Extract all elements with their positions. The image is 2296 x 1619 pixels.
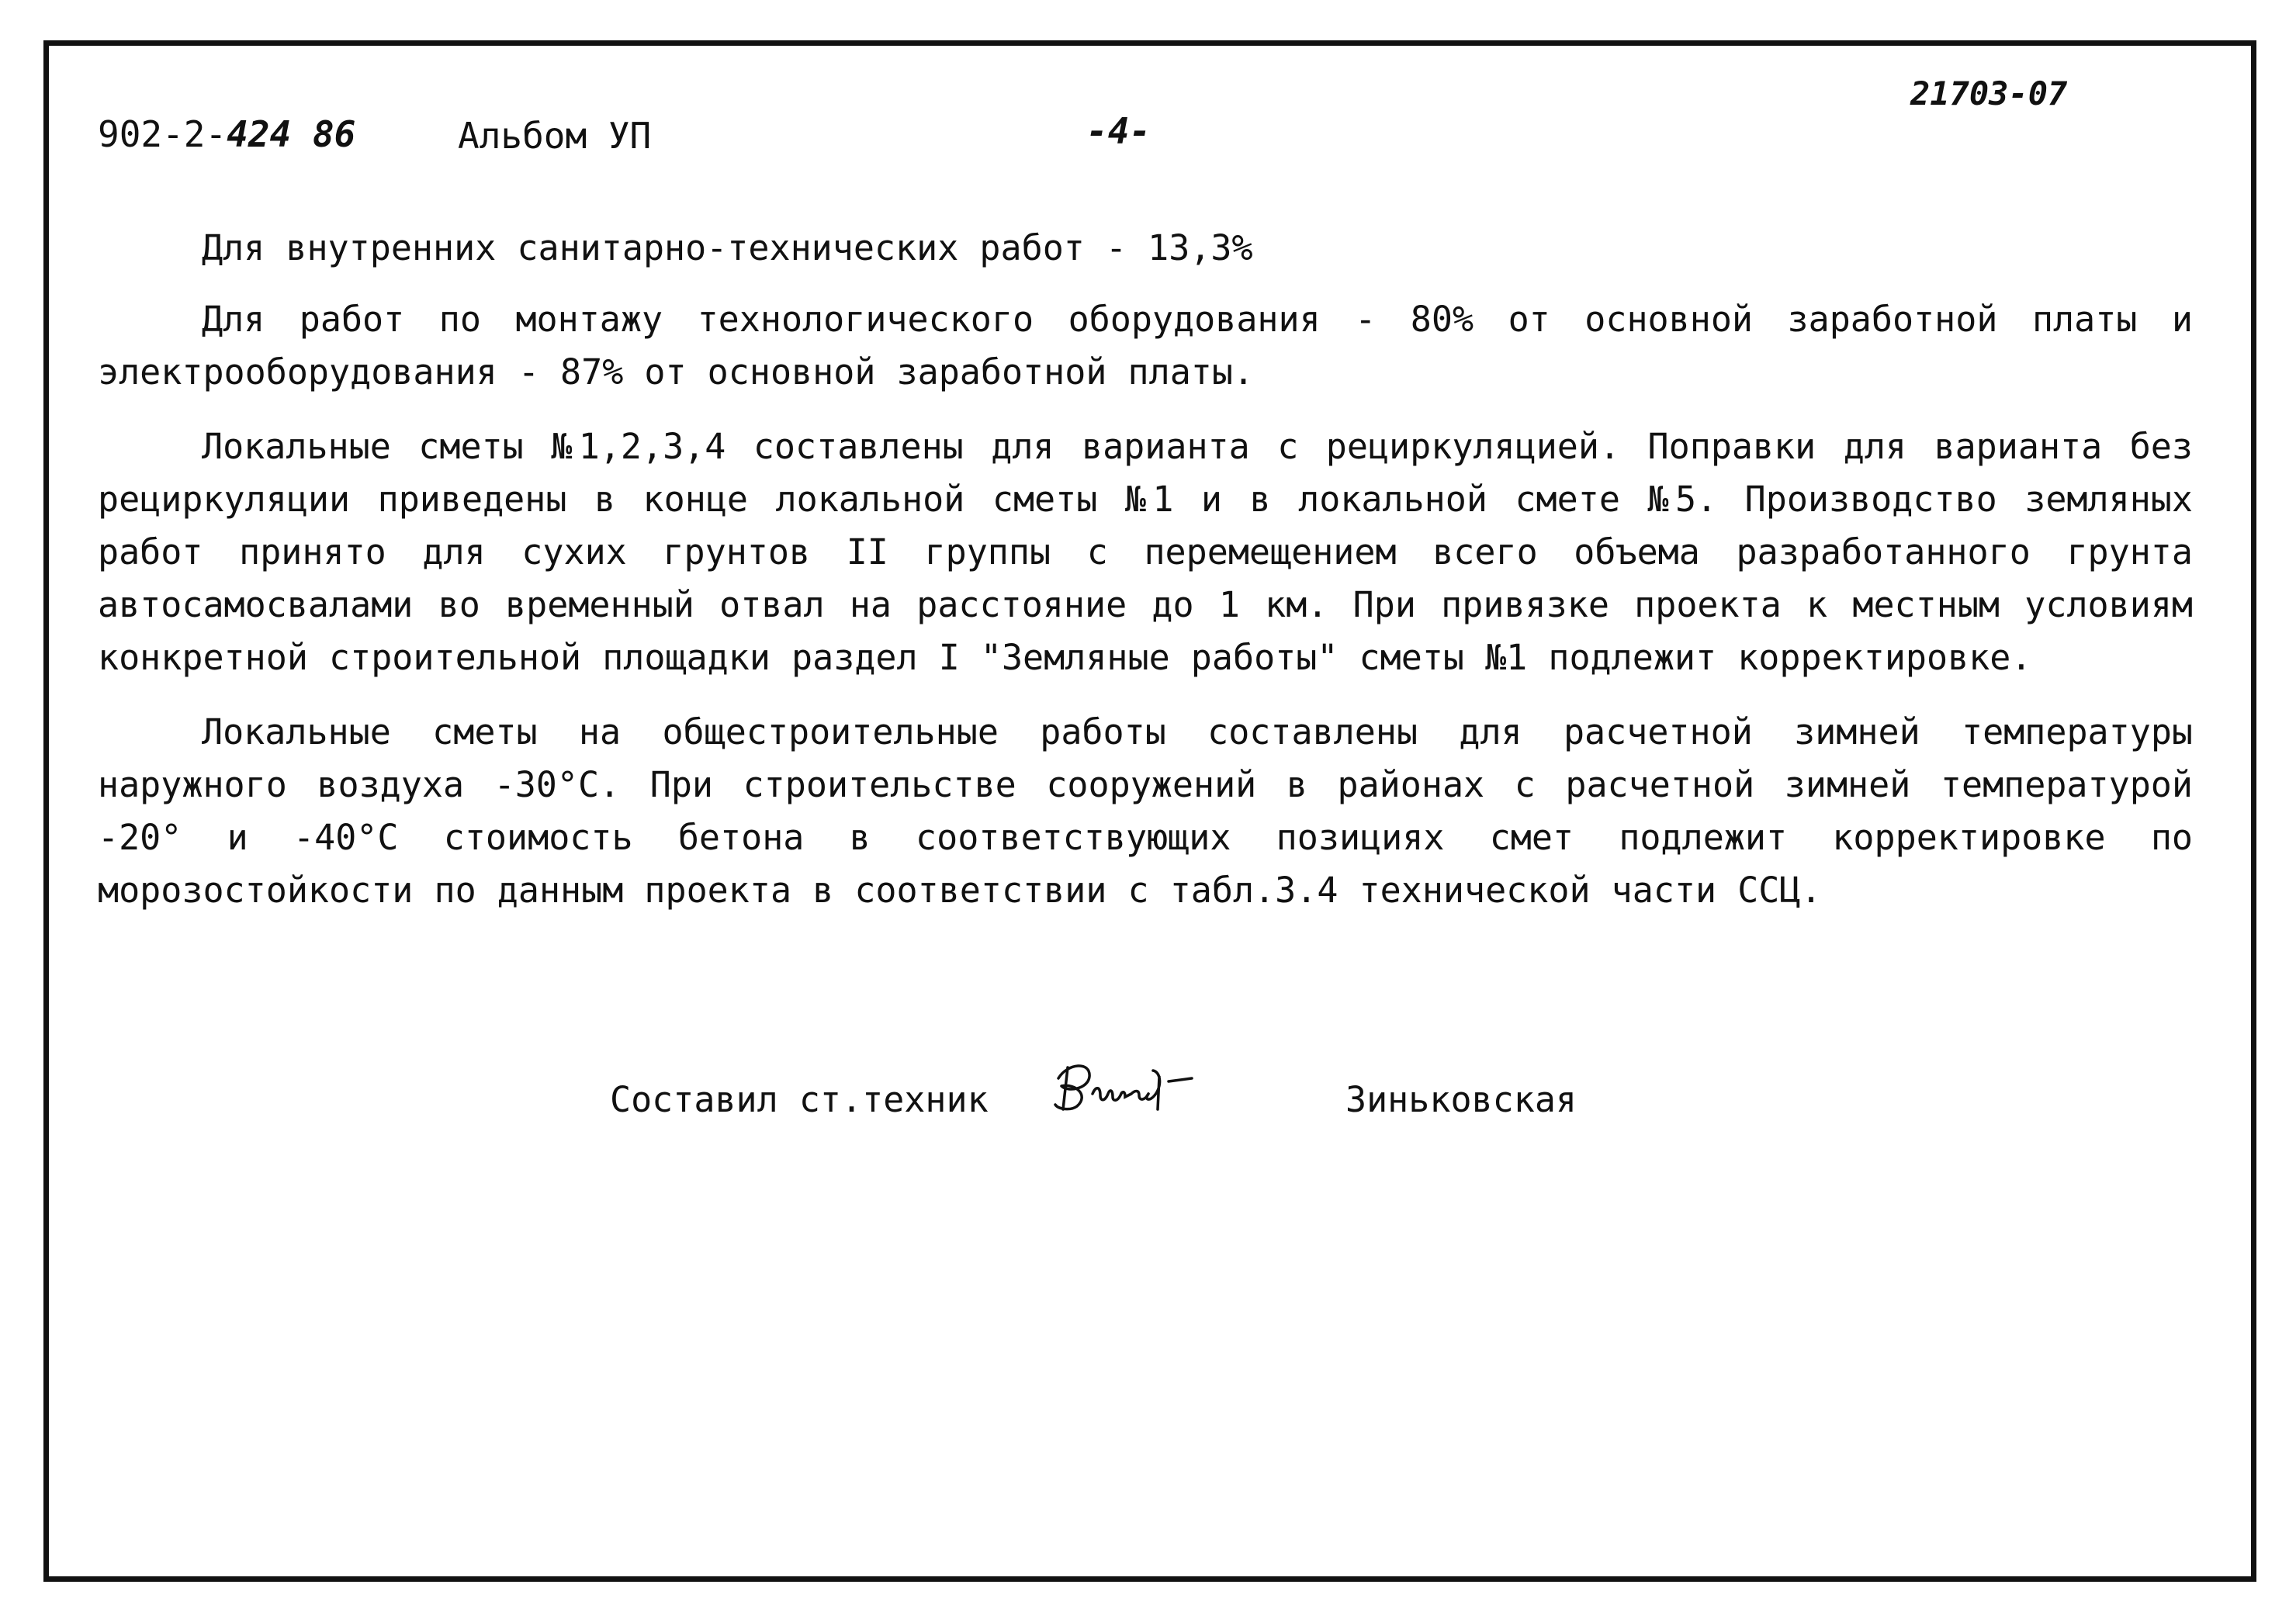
paragraph-sanitary: Для внутренних санитарно-технических работ - 13,3% (202, 227, 1253, 268)
inventory-number: 21703-07 (1910, 74, 2068, 112)
document-body (98, 222, 2193, 939)
paragraph-local-estimates: Локальные сметы №1,2,3,4 составлены для варианта с рециркуляцией. Поправки для варианта без рециркуляции приведены в конце локальной сметы №1 и в локальной смете №5. Производство земляных работ принято для сухих грунтов II группы с перемещением всего объема разработанного грунта автосамосвалами во временный отвал на расстояние до 1 км. При привязке проекта к местным условиям конкретной строительной площадки раздел I "Земляные работы" сметы №1 подлежит корректировке. (98, 426, 2193, 678)
signature-label: Составил ст.техник (610, 1079, 989, 1120)
paragraph-temperature: Локальные сметы на общестроительные работы составлены для расчетной зимней температуры наружного воздуха -30°С. При строительстве сооружений в районах с расчетной зимней температурой -20° и -40°С стоимость бетона в соответствующих позициях смет подлежит корректировке по морозостойкости по данным проекта в соответствии с табл.3.4 технической части ССЦ. (98, 711, 2193, 911)
document-code-handwritten: 424 86 (227, 113, 356, 155)
album-label: Альбом УП (458, 115, 652, 157)
paragraph-equipment: Для работ по монтажу технологического оборудования - 80% от основной заработной платы и электрооборудования - 87% от основной заработной платы. (98, 299, 2193, 393)
handwritten-signature (1044, 1055, 1215, 1125)
document-code-printed: 902-2- (98, 113, 227, 155)
page-number: -4- (1086, 110, 1151, 152)
signatory-name: Зиньковская (1345, 1079, 1577, 1120)
document-code (98, 113, 356, 155)
